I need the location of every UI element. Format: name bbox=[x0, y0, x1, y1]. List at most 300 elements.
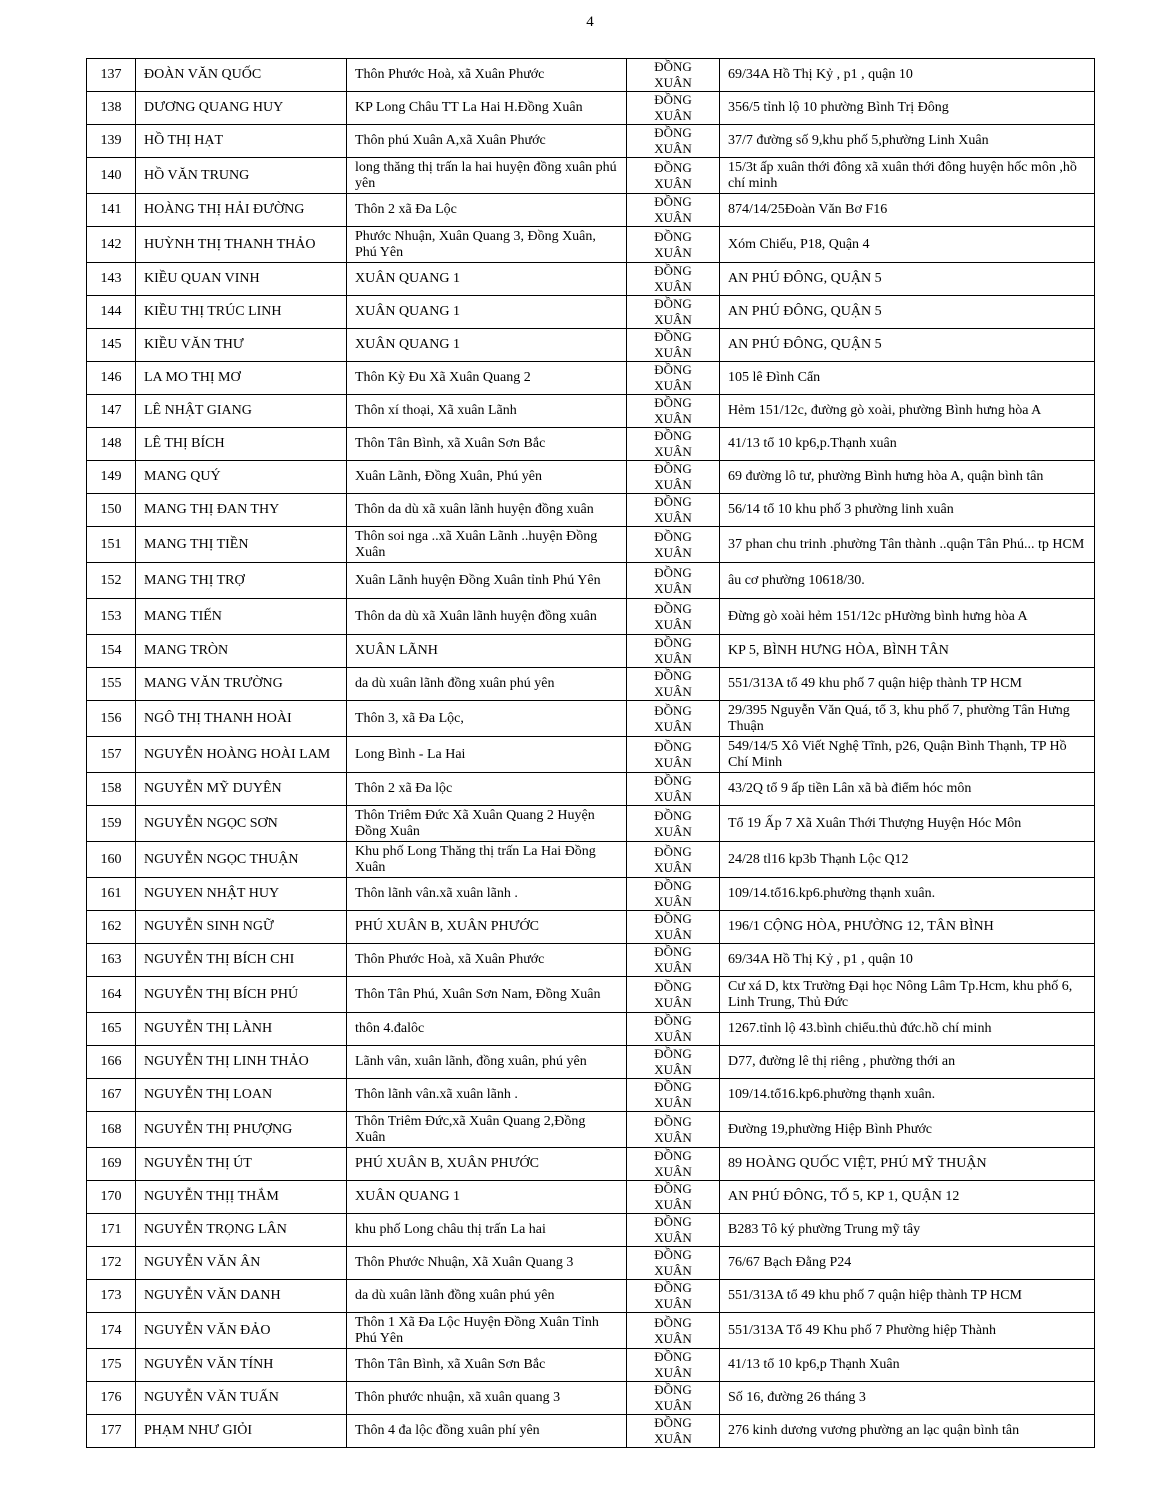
hometown-cell: Thôn 3, xã Đa Lộc, bbox=[347, 701, 627, 737]
full-name-cell: NGUYỄN TRỌNG LÂN bbox=[136, 1214, 347, 1247]
district-cell bbox=[627, 1313, 720, 1349]
table-row bbox=[87, 878, 1095, 911]
district-line: XUÂN bbox=[654, 616, 692, 632]
row-number-cell: 155 bbox=[87, 668, 136, 701]
district-line: XUÂN bbox=[654, 477, 692, 492]
table-row bbox=[87, 395, 1095, 428]
district-line: ĐỒNG bbox=[654, 702, 692, 718]
row-number-cell: 139 bbox=[87, 125, 136, 158]
district-cell bbox=[627, 1046, 720, 1079]
full-name-cell: LÊ THỊ BÍCH bbox=[136, 428, 347, 461]
current-address-cell: 276 kinh dương vương phường an lạc quận bình tân bbox=[720, 1415, 1095, 1448]
hometown-cell: da dù xuân lãnh đồng xuân phú yên bbox=[347, 668, 627, 701]
district-cell bbox=[627, 428, 720, 461]
current-address-cell: B283 Tô ký phường Trung mỹ tây bbox=[720, 1214, 1095, 1247]
row-number-cell: 146 bbox=[87, 362, 136, 395]
district-line: ĐỒNG bbox=[654, 600, 692, 616]
hometown-cell: khu phố Long châu thị trấn La hai bbox=[347, 1214, 627, 1247]
current-address-cell: 24/28 tl16 kp3b Thạnh Lộc Q12 bbox=[720, 842, 1095, 878]
row-number-cell: 137 bbox=[87, 59, 136, 92]
hometown-cell: Thôn Triêm Đức,xã Xuân Quang 2,Đồng Xuân bbox=[347, 1112, 627, 1148]
district-line: ĐỒNG bbox=[654, 911, 692, 926]
district-cell bbox=[627, 977, 720, 1013]
hometown-cell: Thôn 2 xã Đa lộc bbox=[347, 773, 627, 806]
full-name-cell: KIỀU THỊ TRÚC LINH bbox=[136, 296, 347, 329]
district-cell bbox=[627, 194, 720, 227]
current-address-cell: AN PHÚ ĐÔNG, TỔ 5, KP 1, QUẬN 12 bbox=[720, 1181, 1095, 1214]
district-line: ĐỒNG bbox=[654, 228, 692, 244]
district-cell bbox=[627, 263, 720, 296]
district-line: XUÂN bbox=[654, 1263, 692, 1278]
full-name-cell: KIỀU VĂN THƯ bbox=[136, 329, 347, 362]
row-number-cell: 165 bbox=[87, 1013, 136, 1046]
full-name-cell: DƯƠNG QUANG HUY bbox=[136, 92, 347, 125]
table-row bbox=[87, 1382, 1095, 1415]
district-cell bbox=[627, 563, 720, 599]
hometown-cell: XUÂN QUANG 1 bbox=[347, 296, 627, 329]
hometown-cell: PHÚ XUÂN B, XUÂN PHƯỚC bbox=[347, 911, 627, 944]
district-line: ĐỒNG bbox=[654, 1113, 692, 1129]
row-number-cell: 175 bbox=[87, 1349, 136, 1382]
district-line: XUÂN bbox=[654, 345, 692, 360]
table-row bbox=[87, 563, 1095, 599]
current-address-cell: 109/14.tổ16.kp6.phường thạnh xuân. bbox=[720, 1079, 1095, 1112]
district-line: XUÂN bbox=[654, 444, 692, 459]
hometown-cell: KP Long Châu TT La Hai H.Đồng Xuân bbox=[347, 92, 627, 125]
district-line: ĐỒNG bbox=[654, 125, 692, 140]
full-name-cell: NGUYỄN THỊ BÍCH CHI bbox=[136, 944, 347, 977]
hometown-cell: Thôn 2 xã Đa Lộc bbox=[347, 194, 627, 227]
current-address-cell: Đường 19,phường Hiệp Bình Phước bbox=[720, 1112, 1095, 1148]
district-line: ĐỒNG bbox=[654, 1214, 692, 1229]
table-row bbox=[87, 194, 1095, 227]
current-address-cell: 551/313A Tổ 49 Khu phố 7 Phường hiệp Thành bbox=[720, 1313, 1095, 1349]
district-line: XUÂN bbox=[654, 312, 692, 327]
hometown-cell: Thôn Kỳ Đu Xã Xuân Quang 2 bbox=[347, 362, 627, 395]
district-line: XUÂN bbox=[654, 823, 692, 839]
table-row bbox=[87, 1349, 1095, 1382]
table-row bbox=[87, 1415, 1095, 1448]
table-row bbox=[87, 842, 1095, 878]
district-cell bbox=[627, 599, 720, 635]
hometown-cell: Thôn Phước Hoà, xã Xuân Phước bbox=[347, 59, 627, 92]
district-line: ĐỒNG bbox=[654, 1382, 692, 1397]
current-address-cell: 76/67 Bạch Đằng P24 bbox=[720, 1247, 1095, 1280]
hometown-cell: XUÂN QUANG 1 bbox=[347, 1181, 627, 1214]
district-cell bbox=[627, 773, 720, 806]
hometown-cell: Thôn Triêm Đức Xã Xuân Quang 2 Huyện Đồng Xuân bbox=[347, 806, 627, 842]
district-cell bbox=[627, 944, 720, 977]
current-address-cell: Xóm Chiếu, P18, Quận 4 bbox=[720, 227, 1095, 263]
current-address-cell: 41/13 tổ 10 kp6,p.Thạnh xuân bbox=[720, 428, 1095, 461]
full-name-cell: MANG THỊ TRỢ bbox=[136, 563, 347, 599]
hometown-cell: Thôn lãnh vân.xã xuân lãnh . bbox=[347, 878, 627, 911]
table-row bbox=[87, 329, 1095, 362]
table-row bbox=[87, 668, 1095, 701]
district-line: ĐỒNG bbox=[654, 1247, 692, 1262]
row-number-cell: 144 bbox=[87, 296, 136, 329]
table-row bbox=[87, 1112, 1095, 1148]
district-line: ĐỒNG bbox=[654, 1148, 692, 1163]
current-address-cell: 109/14.tổ16.kp6.phường thạnh xuân. bbox=[720, 878, 1095, 911]
district-line: ĐỒNG bbox=[654, 1181, 692, 1196]
current-address-cell: 196/1 CỘNG HÒA, PHƯỜNG 12, TÂN BÌNH bbox=[720, 911, 1095, 944]
table-row bbox=[87, 599, 1095, 635]
table-row bbox=[87, 362, 1095, 395]
district-line: ĐỒNG bbox=[654, 395, 692, 410]
table-row bbox=[87, 263, 1095, 296]
district-line: XUÂN bbox=[654, 1431, 692, 1446]
district-line: ĐỒNG bbox=[654, 461, 692, 476]
full-name-cell: NGUYỄN VĂN TUẤN bbox=[136, 1382, 347, 1415]
row-number-cell: 150 bbox=[87, 494, 136, 527]
full-name-cell: NGUYỄN THỊ PHƯỢNG bbox=[136, 1112, 347, 1148]
district-line: XUÂN bbox=[654, 1365, 692, 1380]
district-cell bbox=[627, 842, 720, 878]
full-name-cell: MANG TIẾN bbox=[136, 599, 347, 635]
table-row bbox=[87, 773, 1095, 806]
district-cell bbox=[627, 362, 720, 395]
table-row bbox=[87, 461, 1095, 494]
current-address-cell: 551/313A tổ 49 khu phố 7 quận hiệp thành TP HCM bbox=[720, 1280, 1095, 1313]
full-name-cell: NGUYỄN THỊ ÚT bbox=[136, 1148, 347, 1181]
hometown-cell: Thôn Tân Bình, xã Xuân Sơn Bắc bbox=[347, 1349, 627, 1382]
current-address-cell: AN PHÚ ĐÔNG, QUẬN 5 bbox=[720, 296, 1095, 329]
hometown-cell: Thôn Phước Nhuận, Xã Xuân Quang 3 bbox=[347, 1247, 627, 1280]
district-line: ĐỒNG bbox=[654, 329, 692, 344]
current-address-cell: 56/14 tổ 10 khu phố 3 phường linh xuân bbox=[720, 494, 1095, 527]
district-line: XUÂN bbox=[654, 684, 692, 699]
row-number-cell: 162 bbox=[87, 911, 136, 944]
district-cell bbox=[627, 701, 720, 737]
district-line: ĐỒNG bbox=[654, 528, 692, 544]
full-name-cell: HỒ THỊ HẠT bbox=[136, 125, 347, 158]
district-line: XUÂN bbox=[654, 1062, 692, 1077]
current-address-cell: 37 phan chu trinh .phường Tân thành ..quận Tân Phú... tp HCM bbox=[720, 527, 1095, 563]
row-number-cell: 154 bbox=[87, 635, 136, 668]
current-address-cell: 37/7 đường số 9,khu phố 5,phường Linh Xuân bbox=[720, 125, 1095, 158]
district-line: XUÂN bbox=[654, 789, 692, 804]
table-row bbox=[87, 125, 1095, 158]
district-line: ĐỒNG bbox=[654, 843, 692, 859]
district-line: ĐỒNG bbox=[654, 978, 692, 994]
district-line: ĐỒNG bbox=[654, 878, 692, 893]
district-line: ĐỒNG bbox=[654, 564, 692, 580]
hometown-cell: da dù xuân lãnh đồng xuân phú yên bbox=[347, 1280, 627, 1313]
full-name-cell: MANG THỊ TIỀN bbox=[136, 527, 347, 563]
district-line: ĐỒNG bbox=[654, 428, 692, 443]
row-number-cell: 140 bbox=[87, 158, 136, 194]
full-name-cell: NGUYỄN NGỌC SƠN bbox=[136, 806, 347, 842]
row-number-cell: 159 bbox=[87, 806, 136, 842]
row-number-cell: 161 bbox=[87, 878, 136, 911]
district-line: XUÂN bbox=[654, 108, 692, 123]
hometown-cell: Thôn Phước Hoà, xã Xuân Phước bbox=[347, 944, 627, 977]
hometown-cell: Thôn phước nhuận, xã xuân quang 3 bbox=[347, 1382, 627, 1415]
full-name-cell: KIỀU QUAN VINH bbox=[136, 263, 347, 296]
full-name-cell: NGUYEN NHẬT HUY bbox=[136, 878, 347, 911]
district-line: ĐỒNG bbox=[654, 1079, 692, 1094]
row-number-cell: 168 bbox=[87, 1112, 136, 1148]
district-line: XUÂN bbox=[654, 141, 692, 156]
row-number-cell: 141 bbox=[87, 194, 136, 227]
row-number-cell: 167 bbox=[87, 1079, 136, 1112]
current-address-cell: AN PHÚ ĐÔNG, QUẬN 5 bbox=[720, 329, 1095, 362]
row-number-cell: 166 bbox=[87, 1046, 136, 1079]
district-cell bbox=[627, 1181, 720, 1214]
table-row bbox=[87, 1181, 1095, 1214]
hometown-cell: Xuân Lãnh huyện Đồng Xuân tỉnh Phú Yên bbox=[347, 563, 627, 599]
table-row bbox=[87, 977, 1095, 1013]
hometown-cell: Thôn da dù xã xuân lãnh huyện đồng xuân bbox=[347, 494, 627, 527]
table-row bbox=[87, 701, 1095, 737]
current-address-cell: 29/395 Nguyễn Văn Quá, tổ 3, khu phố 7, phường Tân Hưng Thuận bbox=[720, 701, 1095, 737]
district-line: XUÂN bbox=[654, 279, 692, 294]
hometown-cell: thôn 4.đalôc bbox=[347, 1013, 627, 1046]
district-line: XUÂN bbox=[654, 754, 692, 770]
district-line: XUÂN bbox=[654, 859, 692, 875]
table-row bbox=[87, 1280, 1095, 1313]
full-name-cell: NGUYỄN HOÀNG HOÀI LAM bbox=[136, 737, 347, 773]
hometown-cell: Thôn 4 đa lộc đồng xuân phí yên bbox=[347, 1415, 627, 1448]
row-number-cell: 174 bbox=[87, 1313, 136, 1349]
district-cell bbox=[627, 395, 720, 428]
district-line: XUÂN bbox=[654, 927, 692, 942]
hometown-cell: Thôn 1 Xã Đa Lộc Huyện Đồng Xuân Tỉnh Phú Yên bbox=[347, 1313, 627, 1349]
full-name-cell: NGUYỄN VĂN DANH bbox=[136, 1280, 347, 1313]
full-name-cell: HỒ VĂN TRUNG bbox=[136, 158, 347, 194]
full-name-cell: NGUYỄN THỊ BÍCH PHÚ bbox=[136, 977, 347, 1013]
full-name-cell: NGUYỄN THỊ LINH THẢO bbox=[136, 1046, 347, 1079]
district-line: XUÂN bbox=[654, 994, 692, 1010]
district-line: XUÂN bbox=[654, 1230, 692, 1245]
district-cell bbox=[627, 296, 720, 329]
hometown-cell: Thôn lãnh vân.xã xuân lãnh . bbox=[347, 1079, 627, 1112]
district-line: XUÂN bbox=[654, 411, 692, 426]
current-address-cell: D77, đường lê thị riêng , phường thới an bbox=[720, 1046, 1095, 1079]
district-line: ĐỒNG bbox=[654, 92, 692, 107]
row-number-cell: 143 bbox=[87, 263, 136, 296]
district-line: ĐỒNG bbox=[654, 668, 692, 683]
table-row bbox=[87, 527, 1095, 563]
hometown-cell: Thôn da dù xã Xuân lãnh huyện đồng xuân bbox=[347, 599, 627, 635]
row-number-cell: 145 bbox=[87, 329, 136, 362]
full-name-cell: NGUYỄN SINH NGỮ bbox=[136, 911, 347, 944]
district-line: ĐỒNG bbox=[654, 738, 692, 754]
roster-table bbox=[86, 58, 1095, 1448]
current-address-cell: 105 lê Đình Cẩn bbox=[720, 362, 1095, 395]
district-line: ĐỒNG bbox=[654, 59, 692, 74]
district-line: ĐỒNG bbox=[654, 635, 692, 650]
row-number-cell: 173 bbox=[87, 1280, 136, 1313]
full-name-cell: MANG QUÝ bbox=[136, 461, 347, 494]
current-address-cell: 69/34A Hồ Thị Kỷ , p1 , quận 10 bbox=[720, 944, 1095, 977]
current-address-cell: 41/13 tổ 10 kp6,p Thạnh Xuân bbox=[720, 1349, 1095, 1382]
hometown-cell: Thôn soi nga ..xã Xuân Lãnh ..huyện Đồng Xuân bbox=[347, 527, 627, 563]
district-line: ĐỒNG bbox=[654, 194, 692, 209]
row-number-cell: 171 bbox=[87, 1214, 136, 1247]
hometown-cell: PHÚ XUÂN B, XUÂN PHƯỚC bbox=[347, 1148, 627, 1181]
current-address-cell: 551/313A tổ 49 khu phố 7 quận hiệp thành TP HCM bbox=[720, 668, 1095, 701]
district-line: ĐỒNG bbox=[654, 1280, 692, 1295]
table-row bbox=[87, 944, 1095, 977]
row-number-cell: 151 bbox=[87, 527, 136, 563]
full-name-cell: MANG THỊ ĐAN THY bbox=[136, 494, 347, 527]
district-line: XUÂN bbox=[654, 175, 692, 191]
table-row bbox=[87, 1013, 1095, 1046]
district-line: XUÂN bbox=[654, 210, 692, 225]
table-row bbox=[87, 635, 1095, 668]
full-name-cell: NGUYỄN THỊ LÀNH bbox=[136, 1013, 347, 1046]
full-name-cell: NGUYỄN VĂN ĐẢO bbox=[136, 1313, 347, 1349]
district-line: XUÂN bbox=[654, 651, 692, 666]
district-cell bbox=[627, 92, 720, 125]
current-address-cell: KP 5, BÌNH HƯNG HÒA, BÌNH TÂN bbox=[720, 635, 1095, 668]
hometown-cell: Thôn Tân Bình, xã Xuân Sơn Bắc bbox=[347, 428, 627, 461]
full-name-cell: NGUYỄN THỊỊ THẮM bbox=[136, 1181, 347, 1214]
district-line: XUÂN bbox=[654, 894, 692, 909]
table-row bbox=[87, 911, 1095, 944]
district-line: XUÂN bbox=[654, 1095, 692, 1110]
table-row bbox=[87, 806, 1095, 842]
hometown-cell: long thăng thị trấn la hai huyện đồng xuân phú yên bbox=[347, 158, 627, 194]
row-number-cell: 138 bbox=[87, 92, 136, 125]
row-number-cell: 153 bbox=[87, 599, 136, 635]
table-row bbox=[87, 737, 1095, 773]
hometown-cell: XUÂN QUANG 1 bbox=[347, 263, 627, 296]
full-name-cell: HOÀNG THỊ HẢI ĐƯỜNG bbox=[136, 194, 347, 227]
full-name-cell: NGUYỄN VĂN ÂN bbox=[136, 1247, 347, 1280]
current-address-cell: 15/3t ấp xuân thới đông xã xuân thới đông huyện hốc môn ,hồ chí minh bbox=[720, 158, 1095, 194]
current-address-cell: âu cơ phường 10618/30. bbox=[720, 563, 1095, 599]
district-cell bbox=[627, 806, 720, 842]
page-number: 4 bbox=[586, 14, 594, 30]
full-name-cell: NGÔ THỊ THANH HOÀI bbox=[136, 701, 347, 737]
full-name-cell: HUỲNH THỊ THANH THẢO bbox=[136, 227, 347, 263]
full-name-cell: MANG TRÒN bbox=[136, 635, 347, 668]
row-number-cell: 172 bbox=[87, 1247, 136, 1280]
district-cell bbox=[627, 1415, 720, 1448]
table-row bbox=[87, 1247, 1095, 1280]
table-row bbox=[87, 227, 1095, 263]
hometown-cell: Thôn Tân Phú, Xuân Sơn Nam, Đồng Xuân bbox=[347, 977, 627, 1013]
district-line: XUÂN bbox=[654, 1164, 692, 1179]
row-number-cell: 148 bbox=[87, 428, 136, 461]
district-cell bbox=[627, 494, 720, 527]
current-address-cell: 874/14/25Đoàn Văn Bơ F16 bbox=[720, 194, 1095, 227]
row-number-cell: 152 bbox=[87, 563, 136, 599]
district-cell bbox=[627, 461, 720, 494]
table-row bbox=[87, 1148, 1095, 1181]
current-address-cell: Số 16, đường 26 tháng 3 bbox=[720, 1382, 1095, 1415]
full-name-cell: NGUYỄN NGỌC THUẬN bbox=[136, 842, 347, 878]
hometown-cell: XUÂN QUANG 1 bbox=[347, 329, 627, 362]
district-line: ĐỒNG bbox=[654, 1013, 692, 1028]
district-cell bbox=[627, 635, 720, 668]
district-line: XUÂN bbox=[654, 718, 692, 734]
district-cell bbox=[627, 737, 720, 773]
district-line: ĐỒNG bbox=[654, 944, 692, 959]
table-row bbox=[87, 296, 1095, 329]
district-cell bbox=[627, 1148, 720, 1181]
district-line: XUÂN bbox=[654, 75, 692, 90]
district-cell bbox=[627, 1112, 720, 1148]
table-row bbox=[87, 428, 1095, 461]
table-row bbox=[87, 1313, 1095, 1349]
row-number-cell: 149 bbox=[87, 461, 136, 494]
district-line: ĐỒNG bbox=[654, 159, 692, 175]
table-row bbox=[87, 92, 1095, 125]
hometown-cell: Long Bình - La Hai bbox=[347, 737, 627, 773]
row-number-cell: 160 bbox=[87, 842, 136, 878]
current-address-cell: Hẻm 151/12c, đường gò xoài, phường Bình hưng hòa A bbox=[720, 395, 1095, 428]
hometown-cell: Lãnh vân, xuân lãnh, đồng xuân, phú yên bbox=[347, 1046, 627, 1079]
district-line: XUÂN bbox=[654, 960, 692, 975]
row-number-cell: 163 bbox=[87, 944, 136, 977]
district-line: XUÂN bbox=[654, 580, 692, 596]
row-number-cell: 177 bbox=[87, 1415, 136, 1448]
district-line: ĐỒNG bbox=[654, 1046, 692, 1061]
current-address-cell: 89 HOÀNG QUỐC VIỆT, PHÚ MỸ THUẬN bbox=[720, 1148, 1095, 1181]
current-address-cell: 356/5 tỉnh lộ 10 phường Bình Trị Đông bbox=[720, 92, 1095, 125]
district-line: XUÂN bbox=[654, 1197, 692, 1212]
table-row bbox=[87, 1214, 1095, 1247]
row-number-cell: 147 bbox=[87, 395, 136, 428]
district-cell bbox=[627, 227, 720, 263]
district-line: XUÂN bbox=[654, 1398, 692, 1413]
district-cell bbox=[627, 527, 720, 563]
table-row bbox=[87, 1046, 1095, 1079]
district-cell bbox=[627, 125, 720, 158]
table-row bbox=[87, 59, 1095, 92]
district-line: ĐỒNG bbox=[654, 362, 692, 377]
row-number-cell: 156 bbox=[87, 701, 136, 737]
row-number-cell: 142 bbox=[87, 227, 136, 263]
district-line: XUÂN bbox=[654, 1330, 692, 1346]
hometown-cell: Xuân Lãnh, Đồng Xuân, Phú yên bbox=[347, 461, 627, 494]
district-cell bbox=[627, 1214, 720, 1247]
district-line: ĐỒNG bbox=[654, 263, 692, 278]
district-line: ĐỒNG bbox=[654, 1349, 692, 1364]
row-number-cell: 176 bbox=[87, 1382, 136, 1415]
row-number-cell: 170 bbox=[87, 1181, 136, 1214]
hometown-cell: XUÂN LÃNH bbox=[347, 635, 627, 668]
district-cell bbox=[627, 1382, 720, 1415]
district-line: ĐỒNG bbox=[654, 773, 692, 788]
district-cell bbox=[627, 158, 720, 194]
current-address-cell: 69/34A Hồ Thị Kỷ , p1 , quận 10 bbox=[720, 59, 1095, 92]
district-cell bbox=[627, 911, 720, 944]
district-line: ĐỒNG bbox=[654, 1415, 692, 1430]
district-cell bbox=[627, 668, 720, 701]
district-cell bbox=[627, 59, 720, 92]
table-row bbox=[87, 1079, 1095, 1112]
current-address-cell: AN PHÚ ĐÔNG, QUẬN 5 bbox=[720, 263, 1095, 296]
district-cell bbox=[627, 878, 720, 911]
row-number-cell: 169 bbox=[87, 1148, 136, 1181]
hometown-cell: Thôn phú Xuân A,xã Xuân Phước bbox=[347, 125, 627, 158]
district-line: XUÂN bbox=[654, 510, 692, 525]
current-address-cell: Đừng gò xoài hẻm 151/12c pHường bình hưng hòa A bbox=[720, 599, 1095, 635]
district-line: XUÂN bbox=[654, 544, 692, 560]
district-line: ĐỒNG bbox=[654, 296, 692, 311]
roster-body bbox=[87, 59, 1095, 1448]
district-cell bbox=[627, 1247, 720, 1280]
current-address-cell: 1267.tỉnh lộ 43.bình chiểu.thủ đức.hồ chí minh bbox=[720, 1013, 1095, 1046]
current-address-cell: Cư xá D, ktx Trường Đại học Nông Lâm Tp.Hcm, khu phố 6, Linh Trung, Thủ Đức bbox=[720, 977, 1095, 1013]
full-name-cell: LA MO THỊ MƠ bbox=[136, 362, 347, 395]
row-number-cell: 157 bbox=[87, 737, 136, 773]
